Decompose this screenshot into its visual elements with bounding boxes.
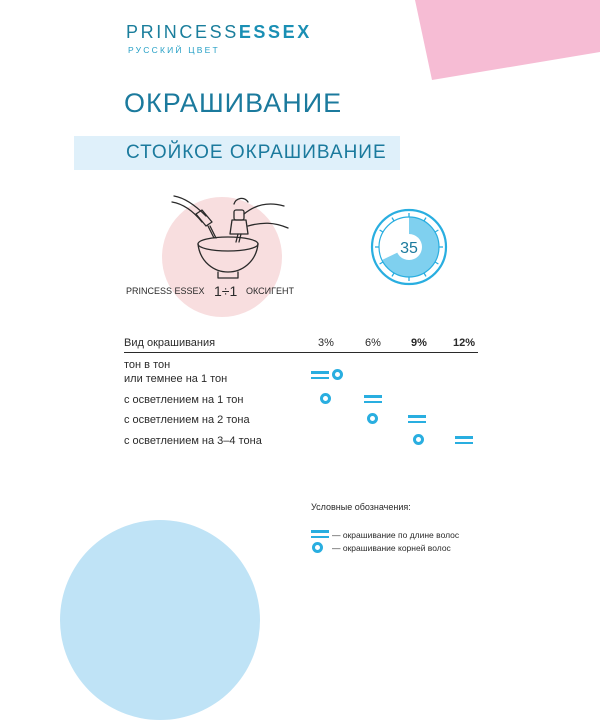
legend-roots-text: — окрашивание корней волос	[332, 543, 451, 553]
section-title: СТОЙКОЕ ОКРАШИВАНИЕ	[126, 142, 387, 163]
mixing-bowl-icon	[170, 192, 290, 292]
column-header-12: 12%	[453, 337, 476, 349]
root-coloring-marker	[332, 369, 343, 380]
length-coloring-marker	[311, 371, 329, 379]
timer-minutes: 35	[400, 240, 418, 257]
timer-icon	[370, 208, 448, 286]
princess-essex-label: PRINCESS ESSEX	[126, 286, 205, 296]
legend-length-text: — окрашивание по длине волос	[332, 530, 460, 540]
root-coloring-marker	[413, 434, 424, 445]
table-row-label: тон в тон или темнее на 1 тон	[124, 359, 228, 385]
brand-subtitle: РУССКИЙ ЦВЕТ	[128, 45, 220, 55]
oxigent-label: ОКСИГЕНТ	[246, 286, 294, 296]
column-header-type: Вид окрашивания	[124, 337, 216, 349]
column-header-9: 9%	[411, 337, 427, 349]
table-row-label: с осветлением на 3–4 тона	[124, 435, 262, 447]
page-title: ОКРАШИВАНИЕ	[124, 88, 343, 118]
column-header-3: 3%	[318, 337, 334, 349]
legend-roots-icon	[312, 542, 323, 553]
blue-decoration-circle	[60, 520, 260, 720]
brand-logo: PRINCESSESSEX	[126, 22, 312, 42]
root-coloring-marker	[367, 413, 378, 424]
table-divider	[124, 352, 478, 353]
legend-length-icon	[311, 530, 329, 538]
table-row-label: с осветлением на 2 тона	[124, 414, 250, 426]
root-coloring-marker	[320, 393, 331, 404]
length-coloring-marker	[364, 395, 382, 403]
column-header-6: 6%	[365, 337, 381, 349]
mixing-ratio: 1÷1	[214, 283, 238, 299]
length-coloring-marker	[455, 436, 473, 444]
length-coloring-marker	[408, 415, 426, 423]
table-row-label: с осветлением на 1 тон	[124, 394, 244, 406]
legend-title: Условные обозначения:	[311, 502, 411, 512]
